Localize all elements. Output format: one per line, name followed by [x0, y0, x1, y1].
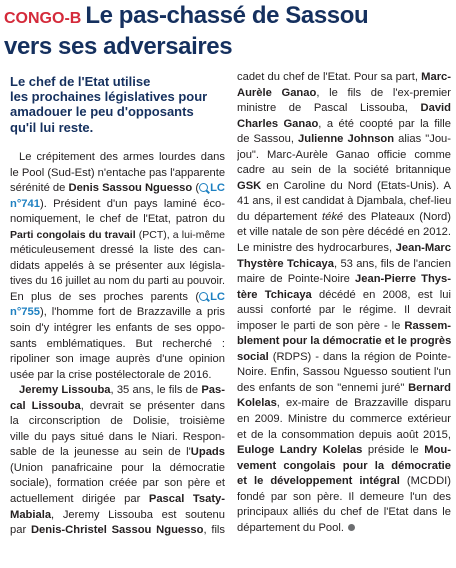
text-line: Thystère Tchicaya, 53 ans, fils de l'ancien	[237, 257, 451, 270]
text-line: soin d'y intégrer les enfants de ses oppo-	[10, 322, 225, 335]
reference-link[interactable]: n°741	[10, 197, 40, 210]
text-line: n°741). Président d'un pays laminé éco-	[10, 197, 225, 210]
text-line: en 2009. Ministre du commerce extérieur	[237, 413, 451, 426]
text-line: En plus de ses proches parents ( LC	[10, 290, 225, 303]
text-line: blement pour la démocratie et le progrès	[237, 335, 451, 348]
text-line: par Denis-Christel Sassou Nguesso, fils	[10, 524, 225, 537]
text-line: tère Tchicaya décédé en 2008, est lui	[237, 288, 451, 301]
text-line: jou". Marc-Aurèle Ganao officie comme	[237, 148, 451, 161]
text-line: et ville natale de son père décédé en 2012.	[237, 226, 451, 239]
text-line: cal Lissouba, devrait se présenter dans	[10, 399, 225, 412]
text-line: des enfants de son "ennemi juré" Bernard	[237, 381, 451, 394]
text-line: méticuleusement dressé la liste des can-	[10, 244, 225, 257]
lead-line: Le chef de l'Etat utilise	[10, 74, 151, 89]
text-line: ripoliner son image auprès d'une opinion	[10, 353, 225, 366]
headline-title-part-1: Le pas-chassé de Sassou	[85, 2, 369, 29]
text-line: GSK en Caroline du Nord (Etats-Unis). A	[237, 179, 451, 192]
text-line: usée par la crise postélectorale de 2016.	[10, 368, 212, 381]
text-line: aussi conforté par le régime. Il devrait	[237, 304, 451, 317]
text-line: Le ministre des hydrocarbures, Jean-Marc	[237, 242, 451, 255]
headline	[4, 2, 454, 64]
article-column-2	[237, 70, 451, 536]
text-line: nomiquement, le chef de l'Etat, patron du	[10, 213, 225, 226]
text-line: n°755), l'homme fort de Brazzaville a pris	[10, 306, 225, 319]
text-line: Aurèle Ganao, le fils de l'ex-premier	[237, 86, 451, 99]
text-line: le Pool (Sud-Est) n'entache pas l'apparente	[10, 166, 225, 179]
headline-line-1	[4, 2, 454, 33]
text-line: Noire. Enfin, Sassou Nguesso soutient l'un	[237, 366, 451, 379]
reference-link[interactable]: LC	[199, 182, 225, 194]
reference-link[interactable]: n°755	[10, 306, 40, 319]
text-line: Charles Ganao, a été coopté par la fille	[237, 117, 451, 130]
text-line: fondé par son père. Il demeure l'un des	[237, 490, 451, 503]
text-line: ville du pays situé dans le Niari. Respon-	[10, 430, 225, 443]
text-line: social (RDPS) - dans la région de Pointe-	[237, 350, 451, 363]
magnifier-icon	[199, 292, 208, 301]
text-line: et de la consommation depuis août 2015,	[237, 428, 451, 441]
text-line: et le développement intégral (MCDDI)	[237, 475, 451, 488]
text-line: (Union panafricaine pour la démocratie	[10, 461, 225, 474]
text-line: imposer le parti de son père - le Rassem-	[237, 319, 451, 332]
text-line: 41 ans, il est candidat à Djambala, chef-lieu	[237, 195, 451, 208]
lead-line: qu'il lui reste.	[10, 119, 94, 135]
text-line: département du Pool.	[237, 521, 451, 537]
text-line: Euloge Landry Kolelas préside le Mou-	[237, 444, 451, 457]
text-line: maire de Pointe-Noire Jean-Pierre Thys-	[237, 273, 451, 286]
text-line: cadet du chef de l'Etat. Pour sa part, Marc-	[237, 71, 451, 83]
text-line: sants emblématiques. But recherché :	[10, 337, 225, 350]
headline-line-2	[4, 33, 454, 64]
lead-line: les prochaines législatives pour	[10, 89, 208, 105]
text-line: tives du 16 juillet au nom du parti au pouvoir.	[10, 275, 225, 288]
text-line: Le crépitement des armes lourdes dans	[19, 151, 225, 163]
text-line: du département téké des Plateaux (Nord)	[237, 210, 451, 223]
text-line: actuellement dirigée par Pascal Tsaty-	[10, 493, 225, 506]
text-line: Jeremy Lissouba, 35 ans, le fils de Pas-	[19, 384, 225, 397]
headline-title-part-2: vers ses adversaires	[4, 33, 233, 60]
article-column-1	[10, 150, 225, 539]
text-line: sociale), formation créée par son père et	[10, 477, 225, 490]
reference-link[interactable]: LC	[199, 291, 225, 303]
text-line: vement congolais pour la démocratie	[237, 459, 451, 472]
text-line: sable de la jeunesse au sein de l'Upads	[10, 446, 225, 459]
text-line: cadre au sein de la société britannique	[237, 164, 451, 177]
end-of-article-icon	[348, 524, 355, 531]
section-kicker: CONGO-B	[4, 10, 82, 27]
text-line: Mabiala, Jeremy Lissouba est soutenu	[10, 508, 225, 521]
text-line: Kolelas, ex-maire de Brazzaville disparu	[237, 397, 451, 410]
text-line: de Sassou, Julienne Johnson alias "Jou-	[237, 133, 451, 146]
lead-line: amadouer le peu d'opposants	[10, 104, 194, 120]
magnifier-icon	[199, 183, 208, 192]
text-line: principaux alliés du chef de l'Etat dans le	[237, 506, 451, 519]
party-name: Parti congolais du travail	[10, 228, 136, 241]
text-line: la circonscription de Dolisie, troisième	[10, 415, 225, 428]
text-line: sérénité de Denis Sassou Nguesso ( LC	[10, 182, 225, 195]
text-line: didats appelés à se présenter aux législa-	[10, 259, 225, 272]
text-line: ministre de Pascal Lissouba, David	[237, 102, 451, 115]
person-name: Denis Sassou Nguesso	[68, 182, 193, 195]
lead-paragraph	[10, 74, 225, 135]
text-line: Parti congolais du travail (PCT), a lui-même	[10, 228, 225, 241]
